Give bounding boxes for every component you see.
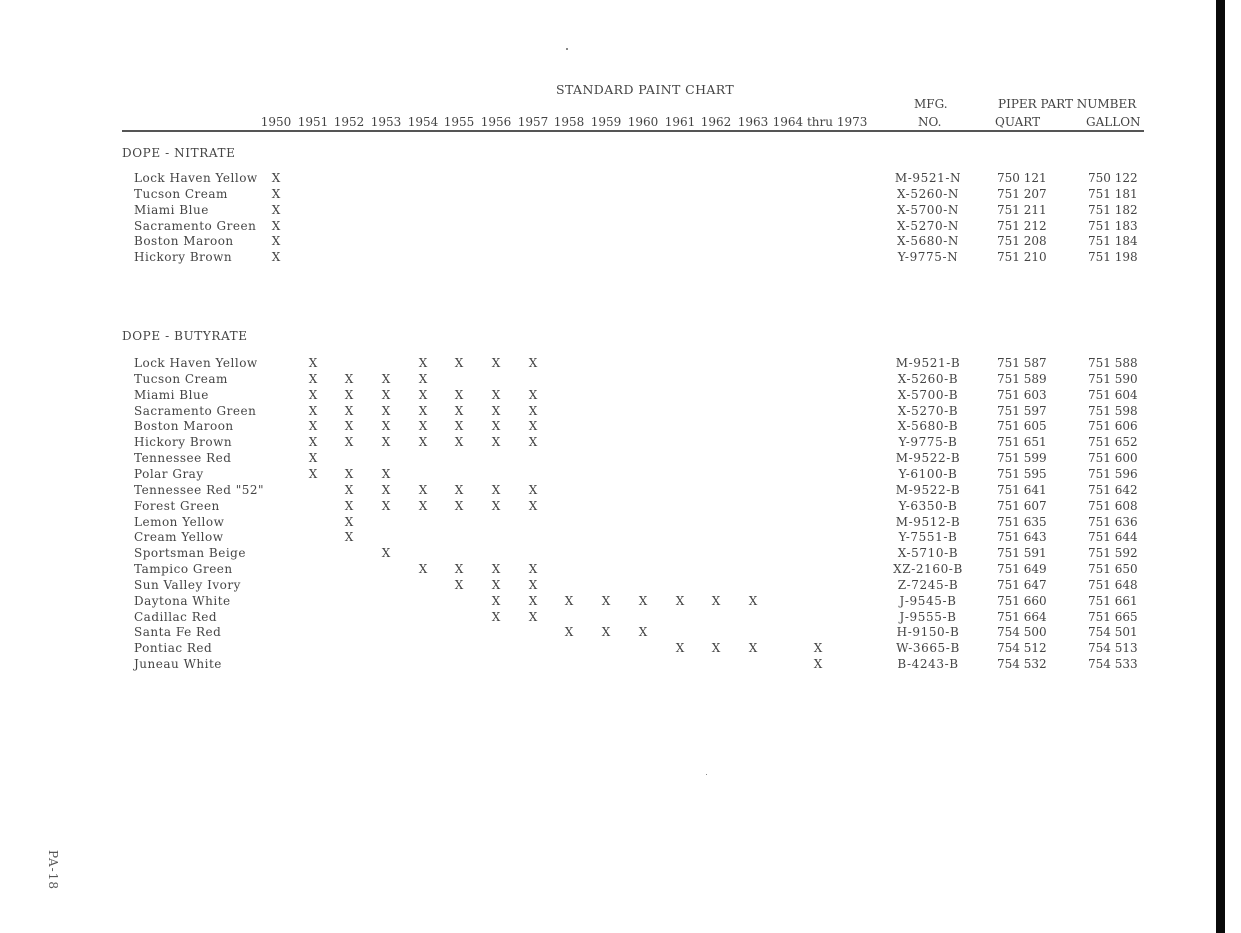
year-availability-mark: X (454, 388, 464, 402)
year-availability-mark: X (271, 171, 281, 185)
gallon-part-number: 751 604 (1088, 388, 1138, 402)
mfg-number: X-5680-B (897, 419, 959, 433)
year-availability-mark: X (344, 419, 354, 433)
quart-part-number: 751 607 (997, 499, 1047, 513)
year-availability-mark: X (711, 594, 721, 608)
year-availability-mark: X (418, 483, 428, 497)
quart-part-number: 751 605 (997, 419, 1047, 433)
scan-speck (706, 774, 707, 775)
paint-color-name: Tennessee Red (134, 451, 232, 465)
year-availability-mark: X (528, 435, 538, 449)
gallon-part-number: 751 184 (1088, 234, 1138, 248)
mfg-number: M-9522-B (895, 483, 961, 497)
quart-part-number: 751 597 (997, 404, 1047, 418)
year-column-header: 1961 (664, 115, 696, 129)
paint-color-name: Tucson Cream (134, 372, 228, 386)
year-availability-mark: X (675, 641, 685, 655)
gallon-part-number: 751 665 (1088, 610, 1138, 624)
year-availability-mark: X (271, 187, 281, 201)
paint-color-name: Sun Valley Ivory (134, 578, 241, 592)
year-availability-mark: X (381, 546, 391, 560)
gallon-part-number: 751 590 (1088, 372, 1138, 386)
year-availability-mark: X (491, 594, 501, 608)
year-availability-mark: X (675, 594, 685, 608)
year-availability-mark: X (454, 578, 464, 592)
year-column-header: 1963 (737, 115, 769, 129)
quart-part-number: 751 647 (997, 578, 1047, 592)
year-column-header: 1964 thru 1973 (772, 115, 868, 129)
mfg-number: Y-6350-B (898, 499, 958, 513)
gallon-part-number: 751 183 (1088, 219, 1138, 233)
year-availability-mark: X (528, 594, 538, 608)
paint-color-name: Tennessee Red "52" (134, 483, 265, 497)
mfg-number: X-5270-B (897, 404, 959, 418)
paint-color-name: Cadillac Red (134, 610, 218, 624)
year-availability-mark: X (381, 499, 391, 513)
mfg-number: Z-7245-B (897, 578, 959, 592)
year-availability-mark: X (418, 562, 428, 576)
year-availability-mark: X (564, 625, 574, 639)
year-availability-mark: X (271, 234, 281, 248)
gallon-part-number: 751 636 (1088, 515, 1138, 529)
mfg-number: J-9555-B (899, 610, 957, 624)
year-availability-mark: X (528, 499, 538, 513)
paint-color-name: Tucson Cream (134, 187, 228, 201)
year-availability-mark: X (564, 594, 574, 608)
paint-color-name: Lock Haven Yellow (134, 171, 258, 185)
paint-color-name: Santa Fe Red (134, 625, 222, 639)
year-availability-mark: X (711, 641, 721, 655)
year-availability-mark: X (418, 356, 428, 370)
gallon-part-number: 754 501 (1088, 625, 1138, 639)
year-availability-mark: X (601, 625, 611, 639)
year-availability-mark: X (528, 356, 538, 370)
quart-part-number: 754 532 (997, 657, 1047, 671)
quart-part-number: 751 649 (997, 562, 1047, 576)
year-availability-mark: X (344, 404, 354, 418)
year-availability-mark: X (381, 419, 391, 433)
gallon-part-number: 751 596 (1088, 467, 1138, 481)
chart-title: STANDARD PAINT CHART (556, 82, 735, 97)
year-availability-mark: X (418, 388, 428, 402)
year-column-header: 1953 (370, 115, 402, 129)
year-availability-mark: X (638, 625, 648, 639)
mfg-number: X-5700-B (897, 388, 959, 402)
paint-color-name: Miami Blue (134, 203, 209, 217)
year-availability-mark: X (308, 372, 318, 386)
mfg-number: X-5680-N (896, 234, 960, 248)
paint-color-name: Sacramento Green (134, 219, 257, 233)
year-availability-mark: X (454, 356, 464, 370)
mfg-number: H-9150-B (896, 625, 960, 639)
paint-color-name: Miami Blue (134, 388, 209, 402)
mfg-number: X-5260-B (897, 372, 959, 386)
year-column-header: 1954 (407, 115, 439, 129)
year-availability-mark: X (748, 641, 758, 655)
paint-color-name: Polar Gray (134, 467, 204, 481)
quart-part-number: 751 641 (997, 483, 1047, 497)
year-availability-mark: X (491, 483, 501, 497)
mfg-number: J-9545-B (899, 594, 957, 608)
paint-color-name: Sportsman Beige (134, 546, 246, 560)
quart-part-number: 751 208 (997, 234, 1047, 248)
gallon-part-number: 751 648 (1088, 578, 1138, 592)
quart-part-number: 751 595 (997, 467, 1047, 481)
year-availability-mark: X (381, 435, 391, 449)
year-availability-mark: X (308, 451, 318, 465)
mfg-number: M-9521-B (895, 356, 961, 370)
year-availability-mark: X (528, 419, 538, 433)
year-availability-mark: X (381, 467, 391, 481)
year-availability-mark: X (418, 435, 428, 449)
year-availability-mark: X (308, 467, 318, 481)
year-availability-mark: X (528, 578, 538, 592)
quart-part-number: 754 500 (997, 625, 1047, 639)
year-availability-mark: X (344, 435, 354, 449)
mfg-number: M-9522-B (895, 451, 961, 465)
gallon-part-number: 751 642 (1088, 483, 1138, 497)
mfg-number: Y-7551-B (898, 530, 958, 544)
paint-color-name: Sacramento Green (134, 404, 257, 418)
paint-color-name: Lock Haven Yellow (134, 356, 258, 370)
paint-color-name: Boston Maroon (134, 234, 234, 248)
mfg-number: XZ-2160-B (893, 562, 963, 576)
quart-part-number: 751 603 (997, 388, 1047, 402)
year-availability-mark: X (308, 419, 318, 433)
year-availability-mark: X (271, 219, 281, 233)
mfg-header-top: MFG. (914, 97, 948, 111)
gallon-part-number: 751 592 (1088, 546, 1138, 560)
gallon-part-number: 751 598 (1088, 404, 1138, 418)
year-availability-mark: X (491, 435, 501, 449)
year-column-header: 1950 (260, 115, 292, 129)
year-column-header: 1959 (590, 115, 622, 129)
header-rule (122, 130, 1144, 132)
gallon-header: GALLON (1086, 115, 1141, 129)
year-column-header: 1951 (297, 115, 329, 129)
year-column-header: 1952 (333, 115, 365, 129)
year-column-header: 1958 (553, 115, 585, 129)
piper-part-number-header: PIPER PART NUMBER (998, 97, 1137, 111)
section-label: DOPE - BUTYRATE (122, 329, 248, 343)
quart-part-number: 751 635 (997, 515, 1047, 529)
year-column-header: 1955 (443, 115, 475, 129)
year-availability-mark: X (454, 404, 464, 418)
gallon-part-number: 751 650 (1088, 562, 1138, 576)
year-availability-mark: X (748, 594, 758, 608)
gallon-part-number: 751 600 (1088, 451, 1138, 465)
paint-color-name: Hickory Brown (134, 435, 233, 449)
page-number-label: PA-18 (46, 850, 60, 890)
year-availability-mark: X (271, 250, 281, 264)
year-availability-mark: X (418, 419, 428, 433)
year-column-header: 1960 (627, 115, 659, 129)
year-availability-mark: X (528, 404, 538, 418)
paint-color-name: Daytona White (134, 594, 231, 608)
paint-color-name: Lemon Yellow (134, 515, 225, 529)
quart-part-number: 751 660 (997, 594, 1047, 608)
gallon-part-number: 751 198 (1088, 250, 1138, 264)
paint-color-name: Hickory Brown (134, 250, 233, 264)
mfg-header-bottom: NO. (918, 115, 942, 129)
year-availability-mark: X (344, 467, 354, 481)
paint-color-name: Forest Green (134, 499, 220, 513)
year-availability-mark: X (454, 435, 464, 449)
year-availability-mark: X (454, 483, 464, 497)
page-edge-bar (1216, 0, 1225, 933)
gallon-part-number: 751 606 (1088, 419, 1138, 433)
year-column-header: 1962 (700, 115, 732, 129)
year-column-header: 1956 (480, 115, 512, 129)
year-availability-mark: X (418, 499, 428, 513)
year-availability-mark: X (638, 594, 648, 608)
paint-color-name: Pontiac Red (134, 641, 213, 655)
gallon-part-number: 751 588 (1088, 356, 1138, 370)
paint-color-name: Juneau White (134, 657, 222, 671)
year-availability-mark: X (813, 657, 823, 671)
mfg-number: M-9512-B (895, 515, 961, 529)
year-availability-mark: X (491, 610, 501, 624)
section-label: DOPE - NITRATE (122, 146, 236, 160)
year-availability-mark: X (813, 641, 823, 655)
paint-color-name: Tampico Green (134, 562, 233, 576)
quart-part-number: 751 587 (997, 356, 1047, 370)
quart-part-number: 751 212 (997, 219, 1047, 233)
year-availability-mark: X (528, 483, 538, 497)
mfg-number: B-4243-B (897, 657, 959, 671)
year-availability-mark: X (491, 419, 501, 433)
year-availability-mark: X (528, 388, 538, 402)
scan-speck (566, 48, 568, 50)
gallon-part-number: 754 513 (1088, 641, 1138, 655)
mfg-number: X-5270-N (896, 219, 960, 233)
quart-header: QUART (995, 115, 1041, 129)
year-availability-mark: X (454, 562, 464, 576)
quart-part-number: 751 211 (997, 203, 1047, 217)
paint-color-name: Cream Yellow (134, 530, 224, 544)
mfg-number: X-5260-N (896, 187, 960, 201)
quart-part-number: 751 599 (997, 451, 1047, 465)
quart-part-number: 751 591 (997, 546, 1047, 560)
gallon-part-number: 751 182 (1088, 203, 1138, 217)
mfg-number: X-5700-N (896, 203, 960, 217)
year-availability-mark: X (308, 435, 318, 449)
quart-part-number: 751 651 (997, 435, 1047, 449)
year-availability-mark: X (454, 419, 464, 433)
year-availability-mark: X (491, 562, 501, 576)
quart-part-number: 751 664 (997, 610, 1047, 624)
year-availability-mark: X (344, 530, 354, 544)
quart-part-number: 754 512 (997, 641, 1047, 655)
year-availability-mark: X (344, 372, 354, 386)
year-availability-mark: X (528, 562, 538, 576)
year-column-header: 1957 (517, 115, 549, 129)
mfg-number: W-3665-B (896, 641, 960, 655)
year-availability-mark: X (381, 372, 391, 386)
year-availability-mark: X (308, 404, 318, 418)
gallon-part-number: 751 181 (1088, 187, 1138, 201)
gallon-part-number: 751 661 (1088, 594, 1138, 608)
quart-part-number: 751 207 (997, 187, 1047, 201)
year-availability-mark: X (491, 578, 501, 592)
gallon-part-number: 754 533 (1088, 657, 1138, 671)
year-availability-mark: X (601, 594, 611, 608)
gallon-part-number: 750 122 (1088, 171, 1138, 185)
paint-color-name: Boston Maroon (134, 419, 234, 433)
year-availability-mark: X (418, 404, 428, 418)
year-availability-mark: X (491, 388, 501, 402)
year-availability-mark: X (381, 483, 391, 497)
year-availability-mark: X (344, 483, 354, 497)
mfg-number: Y-9775-N (897, 250, 959, 264)
year-availability-mark: X (308, 388, 318, 402)
year-availability-mark: X (381, 404, 391, 418)
year-availability-mark: X (418, 372, 428, 386)
year-availability-mark: X (308, 356, 318, 370)
mfg-number: X-5710-B (897, 546, 959, 560)
quart-part-number: 751 210 (997, 250, 1047, 264)
mfg-number: Y-9775-B (898, 435, 958, 449)
quart-part-number: 750 121 (997, 171, 1047, 185)
mfg-number: Y-6100-B (898, 467, 958, 481)
gallon-part-number: 751 644 (1088, 530, 1138, 544)
year-availability-mark: X (381, 388, 391, 402)
gallon-part-number: 751 608 (1088, 499, 1138, 513)
mfg-number: M-9521-N (894, 171, 962, 185)
year-availability-mark: X (491, 499, 501, 513)
year-availability-mark: X (454, 499, 464, 513)
year-availability-mark: X (491, 404, 501, 418)
year-availability-mark: X (528, 610, 538, 624)
year-availability-mark: X (271, 203, 281, 217)
year-availability-mark: X (344, 388, 354, 402)
gallon-part-number: 751 652 (1088, 435, 1138, 449)
quart-part-number: 751 589 (997, 372, 1047, 386)
quart-part-number: 751 643 (997, 530, 1047, 544)
year-availability-mark: X (344, 499, 354, 513)
year-availability-mark: X (491, 356, 501, 370)
year-availability-mark: X (344, 515, 354, 529)
